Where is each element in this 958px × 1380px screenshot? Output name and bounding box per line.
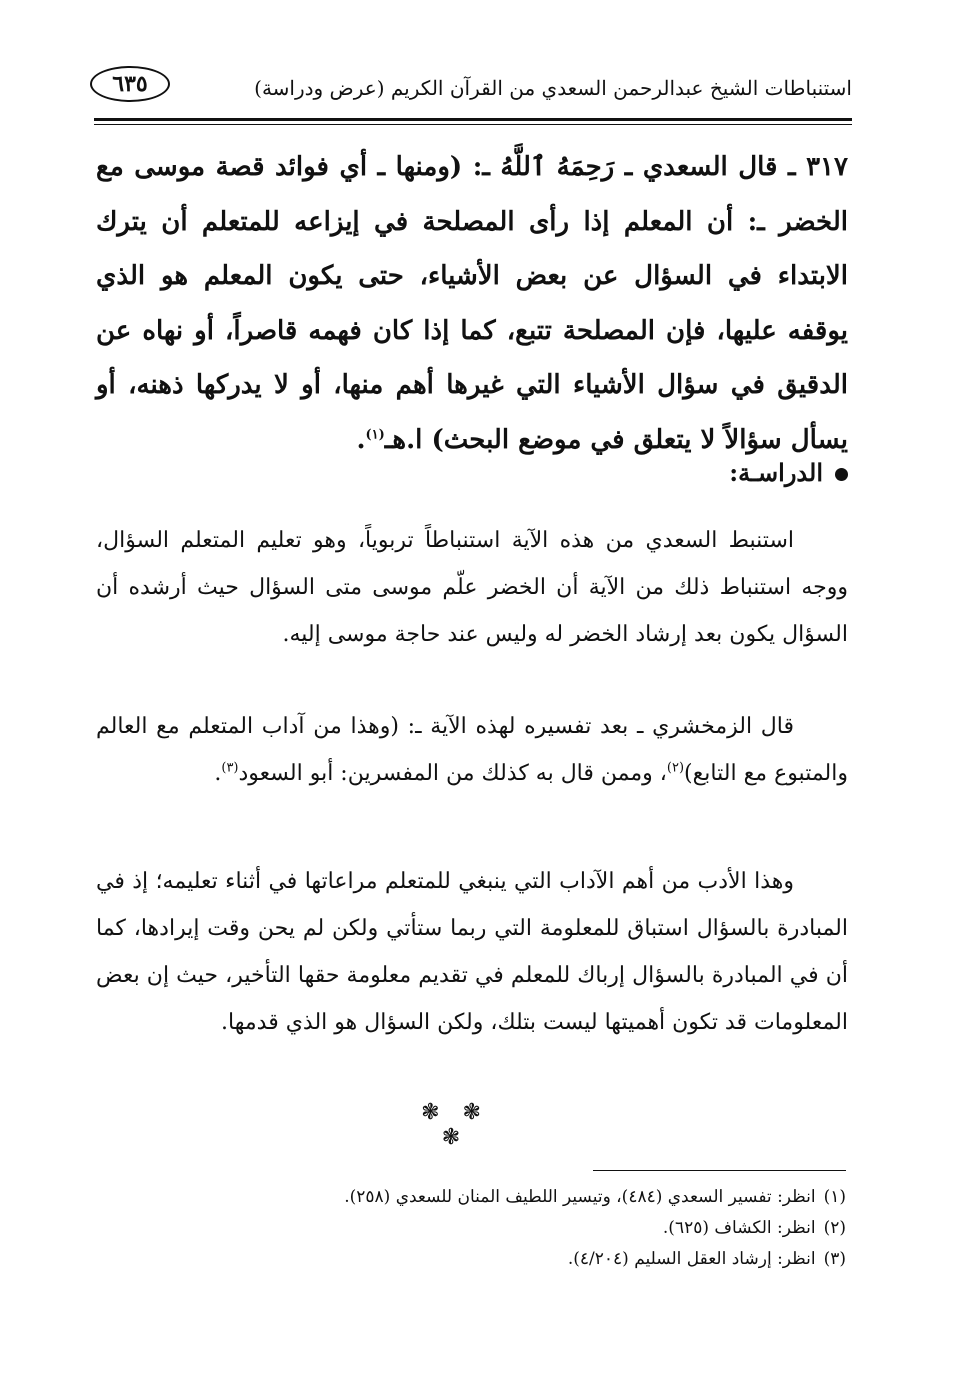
paragraph-1-text: استنبط السعدي من هذه الآية استنباطاً تربوياً، وهو تعليم المتعلم السؤال، ووجه استنباط ذلك من الآية أن الخضر علّم موسى متى السؤال حيث أرشده أن السؤال يكون بعد إرشاد الخضر له وليس عند حاجة موسى إليه. bbox=[96, 528, 848, 647]
footnote-1-text: انظر: تفسير السعدي (٤٨٤)، وتيسير اللطيف المنان للسعدي (٢٥٨). bbox=[344, 1187, 816, 1207]
footnote-2-number: (٢) bbox=[823, 1218, 846, 1238]
section-heading bbox=[729, 458, 848, 487]
section-separator: ❃ ❃ ❃ bbox=[421, 1100, 489, 1150]
header-rule-thin bbox=[94, 124, 852, 125]
paragraph-2-end: . bbox=[214, 761, 222, 786]
page-number: ٦٣٥ bbox=[90, 66, 170, 102]
section-heading-text: الدراسـة: bbox=[729, 458, 823, 487]
paragraph-3-text: وهذا الأدب من أهم الآداب التي ينبغي للمتعلم مراعاتها في أثناء تعليمه؛ إذ في المبادرة بالسؤال استباق للمعلومة التي ربما ستأتي ولكن لم يحن وقت إيرادها، كما أن في المبادرة بالسؤال إرباك للمعلم في تقديم معلومة حقها التأخير، حيث إن بعض المعلومات قد تكون أهميتها ليست بتلك، ولكن السؤال هو الذي قدمها. bbox=[96, 869, 848, 1035]
paragraph-1 bbox=[96, 517, 848, 658]
footnote-3-text: انظر: إرشاد العقل السليم (٤/٢٠٤). bbox=[567, 1249, 816, 1269]
footnote-1-number: (١) bbox=[823, 1187, 846, 1207]
main-quote bbox=[96, 140, 848, 467]
footnote-ref-2[interactable]: (٢) bbox=[666, 760, 685, 776]
footnotes bbox=[106, 1182, 846, 1275]
footnote-1 bbox=[106, 1182, 846, 1213]
footnote-ref-1[interactable]: (١) bbox=[365, 426, 385, 442]
running-header bbox=[90, 58, 852, 116]
quote-text: ـ قال السعدي ـ رَحِمَهُ ٱللَّهُ ـ: (ومنها ـ أي فوائد قصة موسى مع الخضر ـ: أن المعلم إذا رأى المصلحة في إيزاعه للمتعلم أن يترك الابتداء في السؤال عن بعض الأشياء، حتى يكون المعلم هو الذي يوقفه عليها، فإن المصلحة تتبع، كما إذا كان فهمه قاصراً، أو نهاه عن الدقيق في سؤال الأشياء التي غيرها أهم منها، أو لا يدركها ذهنه، أو يسأل سؤالاً لا يتعلق في موضع البحث) ا.هـ bbox=[96, 152, 848, 455]
header-rule-thick bbox=[94, 118, 852, 121]
footnote-3-number: (٣) bbox=[823, 1249, 846, 1269]
footnote-2-text: انظر: الكشاف (٦٢٥). bbox=[662, 1218, 816, 1238]
paragraph-2-text-a: قال الزمخشري ـ بعد تفسيره لهذه الآية ـ: (وهذا من آداب المتعلم مع العالم والمتبوع مع التابع) bbox=[96, 714, 848, 786]
quote-number: ٣١٧ bbox=[806, 152, 848, 182]
quote-end: . bbox=[356, 424, 366, 455]
paragraph-2-text-b: ، وممن قال به كذلك من المفسرين: أبو السعود bbox=[238, 761, 667, 786]
running-header-title: استنباطات الشيخ عبدالرحمن السعدي من القرآن الكريم (عرض ودراسة) bbox=[254, 76, 852, 100]
paragraph-2 bbox=[96, 703, 848, 797]
footnote-3 bbox=[106, 1244, 846, 1275]
paragraph-3 bbox=[96, 858, 848, 1046]
footnote-2 bbox=[106, 1213, 846, 1244]
footnote-ref-3[interactable]: (٣) bbox=[221, 760, 239, 776]
footnote-rule bbox=[593, 1170, 846, 1171]
bullet-icon bbox=[835, 468, 848, 481]
